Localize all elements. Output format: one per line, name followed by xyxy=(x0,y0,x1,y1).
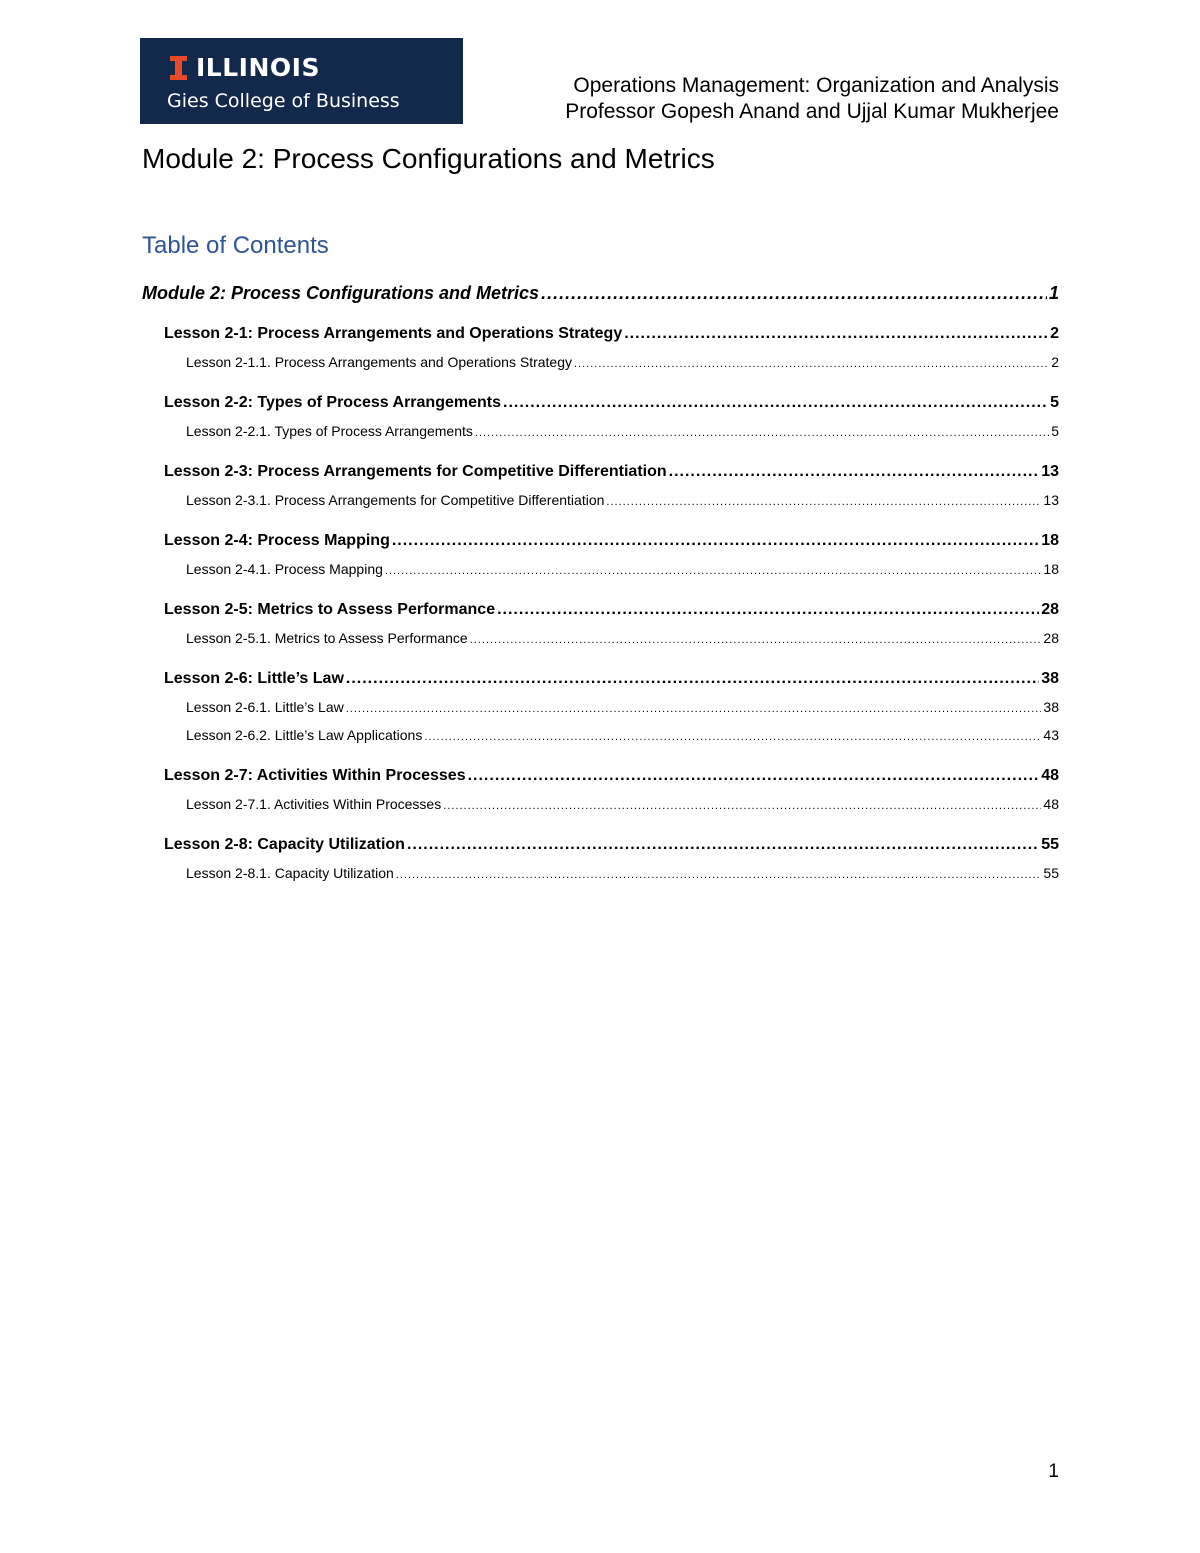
page-number: 1 xyxy=(1048,1461,1059,1482)
toc-dot-leader xyxy=(470,626,1042,654)
toc-dot-leader xyxy=(606,488,1041,516)
toc-dot-leader xyxy=(475,419,1049,447)
toc-entry-sublesson[interactable] xyxy=(142,555,1059,583)
toc-entry-page: 18 xyxy=(1041,532,1059,549)
toc-dot-leader xyxy=(541,278,1047,308)
toc-dot-leader xyxy=(385,557,1042,585)
toc-dot-leader xyxy=(346,665,1039,693)
toc-entry-label: Lesson 2-7: Activities Within Processes xyxy=(164,767,466,784)
toc-lesson-group xyxy=(142,389,1059,445)
block-i-icon xyxy=(170,56,187,80)
toc-entry-lesson[interactable] xyxy=(142,527,1059,555)
toc-entry-label: Lesson 2-3: Process Arrangements for Competitive Differentiation xyxy=(164,463,667,480)
toc-entry-module[interactable] xyxy=(142,278,1059,308)
toc-entry-label: Lesson 2-4.1. Process Mapping xyxy=(186,561,383,577)
toc-dot-leader xyxy=(574,350,1049,378)
toc-lesson-group xyxy=(142,458,1059,514)
toc-entry-page: 48 xyxy=(1043,796,1059,812)
toc-entry-label: Lesson 2-1.1. Process Arrangements and Operations Strategy xyxy=(186,354,572,370)
toc-entry-label: Lesson 2-2: Types of Process Arrangements xyxy=(164,394,501,411)
toc-entry-page: 1 xyxy=(1048,283,1059,303)
toc-entry-sublesson[interactable] xyxy=(142,348,1059,376)
toc-entry-page: 38 xyxy=(1041,670,1059,687)
toc-lesson-group xyxy=(142,596,1059,652)
toc-entry-lesson[interactable] xyxy=(142,320,1059,348)
toc-lesson-group xyxy=(142,831,1059,887)
toc-entry-label: Lesson 2-7.1. Activities Within Processes xyxy=(186,796,442,812)
toc-heading: Table of Contents xyxy=(142,232,329,259)
toc-entry-label: Lesson 2-6.2. Little’s Law Applications xyxy=(186,727,423,743)
toc-dot-leader xyxy=(346,695,1042,723)
toc-entry-page: 38 xyxy=(1043,699,1059,715)
toc-entry-label: Lesson 2-5.1. Metrics to Assess Performance xyxy=(186,630,468,646)
toc-entry-label: Lesson 2-8: Capacity Utilization xyxy=(164,836,405,853)
toc-entry-label: Module 2: Process Configurations and Metrics xyxy=(142,283,540,303)
toc-lesson-group xyxy=(142,762,1059,818)
toc-dot-leader xyxy=(624,320,1048,348)
course-title: Operations Management: Organization and Analysis xyxy=(573,74,1059,97)
toc-entry-page: 28 xyxy=(1043,630,1059,646)
professors-line: Professor Gopesh Anand and Ujjal Kumar Mukherjee xyxy=(565,100,1059,123)
toc-entry-page: 28 xyxy=(1041,601,1059,618)
toc-dot-leader xyxy=(443,792,1041,820)
toc-entry-page: 5 xyxy=(1051,423,1059,439)
toc-dot-leader xyxy=(424,723,1041,751)
toc-entry-page: 13 xyxy=(1041,463,1059,480)
toc-entry-label: Lesson 2-1: Process Arrangements and Operations Strategy xyxy=(164,325,623,342)
toc-entry-page: 2 xyxy=(1051,354,1059,370)
module-title: Module 2: Process Configurations and Metrics xyxy=(142,143,715,174)
table-of-contents xyxy=(142,278,1059,900)
toc-entry-lesson[interactable] xyxy=(142,596,1059,624)
toc-dot-leader xyxy=(392,527,1039,555)
toc-entry-label: Lesson 2-5: Metrics to Assess Performance xyxy=(164,601,496,618)
toc-entry-sublesson[interactable] xyxy=(142,859,1059,887)
toc-lesson-group xyxy=(142,320,1059,376)
toc-dot-leader xyxy=(396,861,1042,889)
toc-entry-sublesson[interactable] xyxy=(142,693,1059,721)
toc-entry-sublesson[interactable] xyxy=(142,790,1059,818)
toc-entry-label: Lesson 2-6: Little’s Law xyxy=(164,670,344,687)
toc-entry-page: 18 xyxy=(1043,561,1059,577)
toc-entry-lesson[interactable] xyxy=(142,831,1059,859)
toc-lessons xyxy=(142,320,1059,887)
toc-entry-label: Lesson 2-6.1. Little’s Law xyxy=(186,699,344,715)
document-header xyxy=(565,73,1059,125)
toc-entry-page: 13 xyxy=(1043,492,1059,508)
toc-entry-sublesson[interactable] xyxy=(142,721,1059,749)
toc-entry-lesson[interactable] xyxy=(142,458,1059,486)
toc-entry-label: Lesson 2-3.1. Process Arrangements for Competitive Differentiation xyxy=(186,492,605,508)
toc-entry-sublesson[interactable] xyxy=(142,486,1059,514)
toc-dot-leader xyxy=(468,762,1040,790)
toc-entry-label: Lesson 2-4: Process Mapping xyxy=(164,532,390,549)
toc-lesson-group xyxy=(142,665,1059,749)
toc-dot-leader xyxy=(503,389,1048,417)
toc-entry-page: 2 xyxy=(1050,325,1059,342)
toc-entry-page: 55 xyxy=(1041,836,1059,853)
toc-entry-page: 48 xyxy=(1041,767,1059,784)
illinois-gies-logo xyxy=(140,38,463,124)
logo-wordmark: ILLINOIS xyxy=(196,53,320,82)
toc-entry-lesson[interactable] xyxy=(142,389,1059,417)
toc-lesson-group xyxy=(142,527,1059,583)
toc-entry-lesson[interactable] xyxy=(142,665,1059,693)
toc-entry-sublesson[interactable] xyxy=(142,624,1059,652)
toc-dot-leader xyxy=(497,596,1039,624)
toc-entry-page: 5 xyxy=(1050,394,1059,411)
toc-entry-page: 43 xyxy=(1043,727,1059,743)
toc-entry-page: 55 xyxy=(1043,865,1059,881)
toc-entry-label: Lesson 2-8.1. Capacity Utilization xyxy=(186,865,394,881)
logo-college-name: Gies College of Business xyxy=(167,90,400,112)
toc-entry-lesson[interactable] xyxy=(142,762,1059,790)
toc-dot-leader xyxy=(669,458,1040,486)
toc-entry-sublesson[interactable] xyxy=(142,417,1059,445)
toc-entry-label: Lesson 2-2.1. Types of Process Arrangements xyxy=(186,423,473,439)
toc-dot-leader xyxy=(407,831,1039,859)
